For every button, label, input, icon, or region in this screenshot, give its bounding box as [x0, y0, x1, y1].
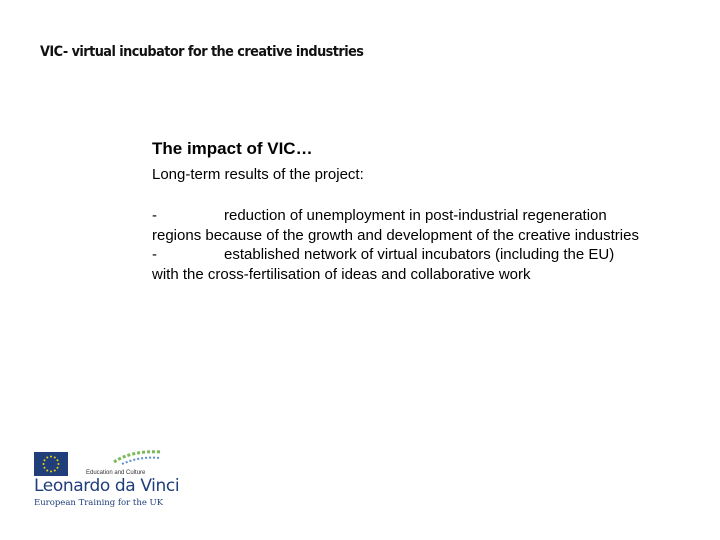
slide-heading: The impact of VIC…: [152, 139, 313, 158]
eu-star: [44, 467, 46, 469]
eu-star: [46, 457, 48, 459]
eu-star: [54, 457, 56, 459]
eu-star: [50, 471, 52, 473]
eu-flag-icon: [34, 452, 68, 476]
education-culture-icon: [112, 448, 164, 466]
eu-star: [44, 459, 46, 461]
eu-star: [50, 456, 52, 458]
slide-subheading: Long-term results of the project:: [152, 166, 364, 183]
bullet-marker: -: [152, 246, 157, 263]
eu-star: [56, 459, 58, 461]
bullet-list: [152, 206, 642, 284]
program-name: Leonardo da Vinci: [34, 476, 180, 496]
eu-star: [46, 469, 48, 471]
bullet-marker: -: [152, 207, 157, 224]
education-culture-label: Education and Culture: [86, 470, 146, 476]
bullet-text: established network of virtual incubators (including the EU) with the cross-fertilisation of ideas and collaborative work: [152, 246, 615, 283]
leonardo-da-vinci-logo: [30, 446, 180, 512]
slide-content: [152, 138, 642, 284]
page-header-title: VIC- virtual incubator for the creative industries: [40, 44, 364, 60]
eu-star: [54, 469, 56, 471]
bullet-item: [152, 245, 642, 284]
program-tagline: European Training for the UK: [34, 498, 164, 508]
eu-star: [43, 463, 45, 465]
eu-star: [58, 463, 60, 465]
eu-star: [56, 467, 58, 469]
bullet-item: [152, 206, 642, 245]
bullet-text: reduction of unemployment in post-industrial regeneration regions because of the growth and development of the creative industries: [152, 207, 639, 244]
